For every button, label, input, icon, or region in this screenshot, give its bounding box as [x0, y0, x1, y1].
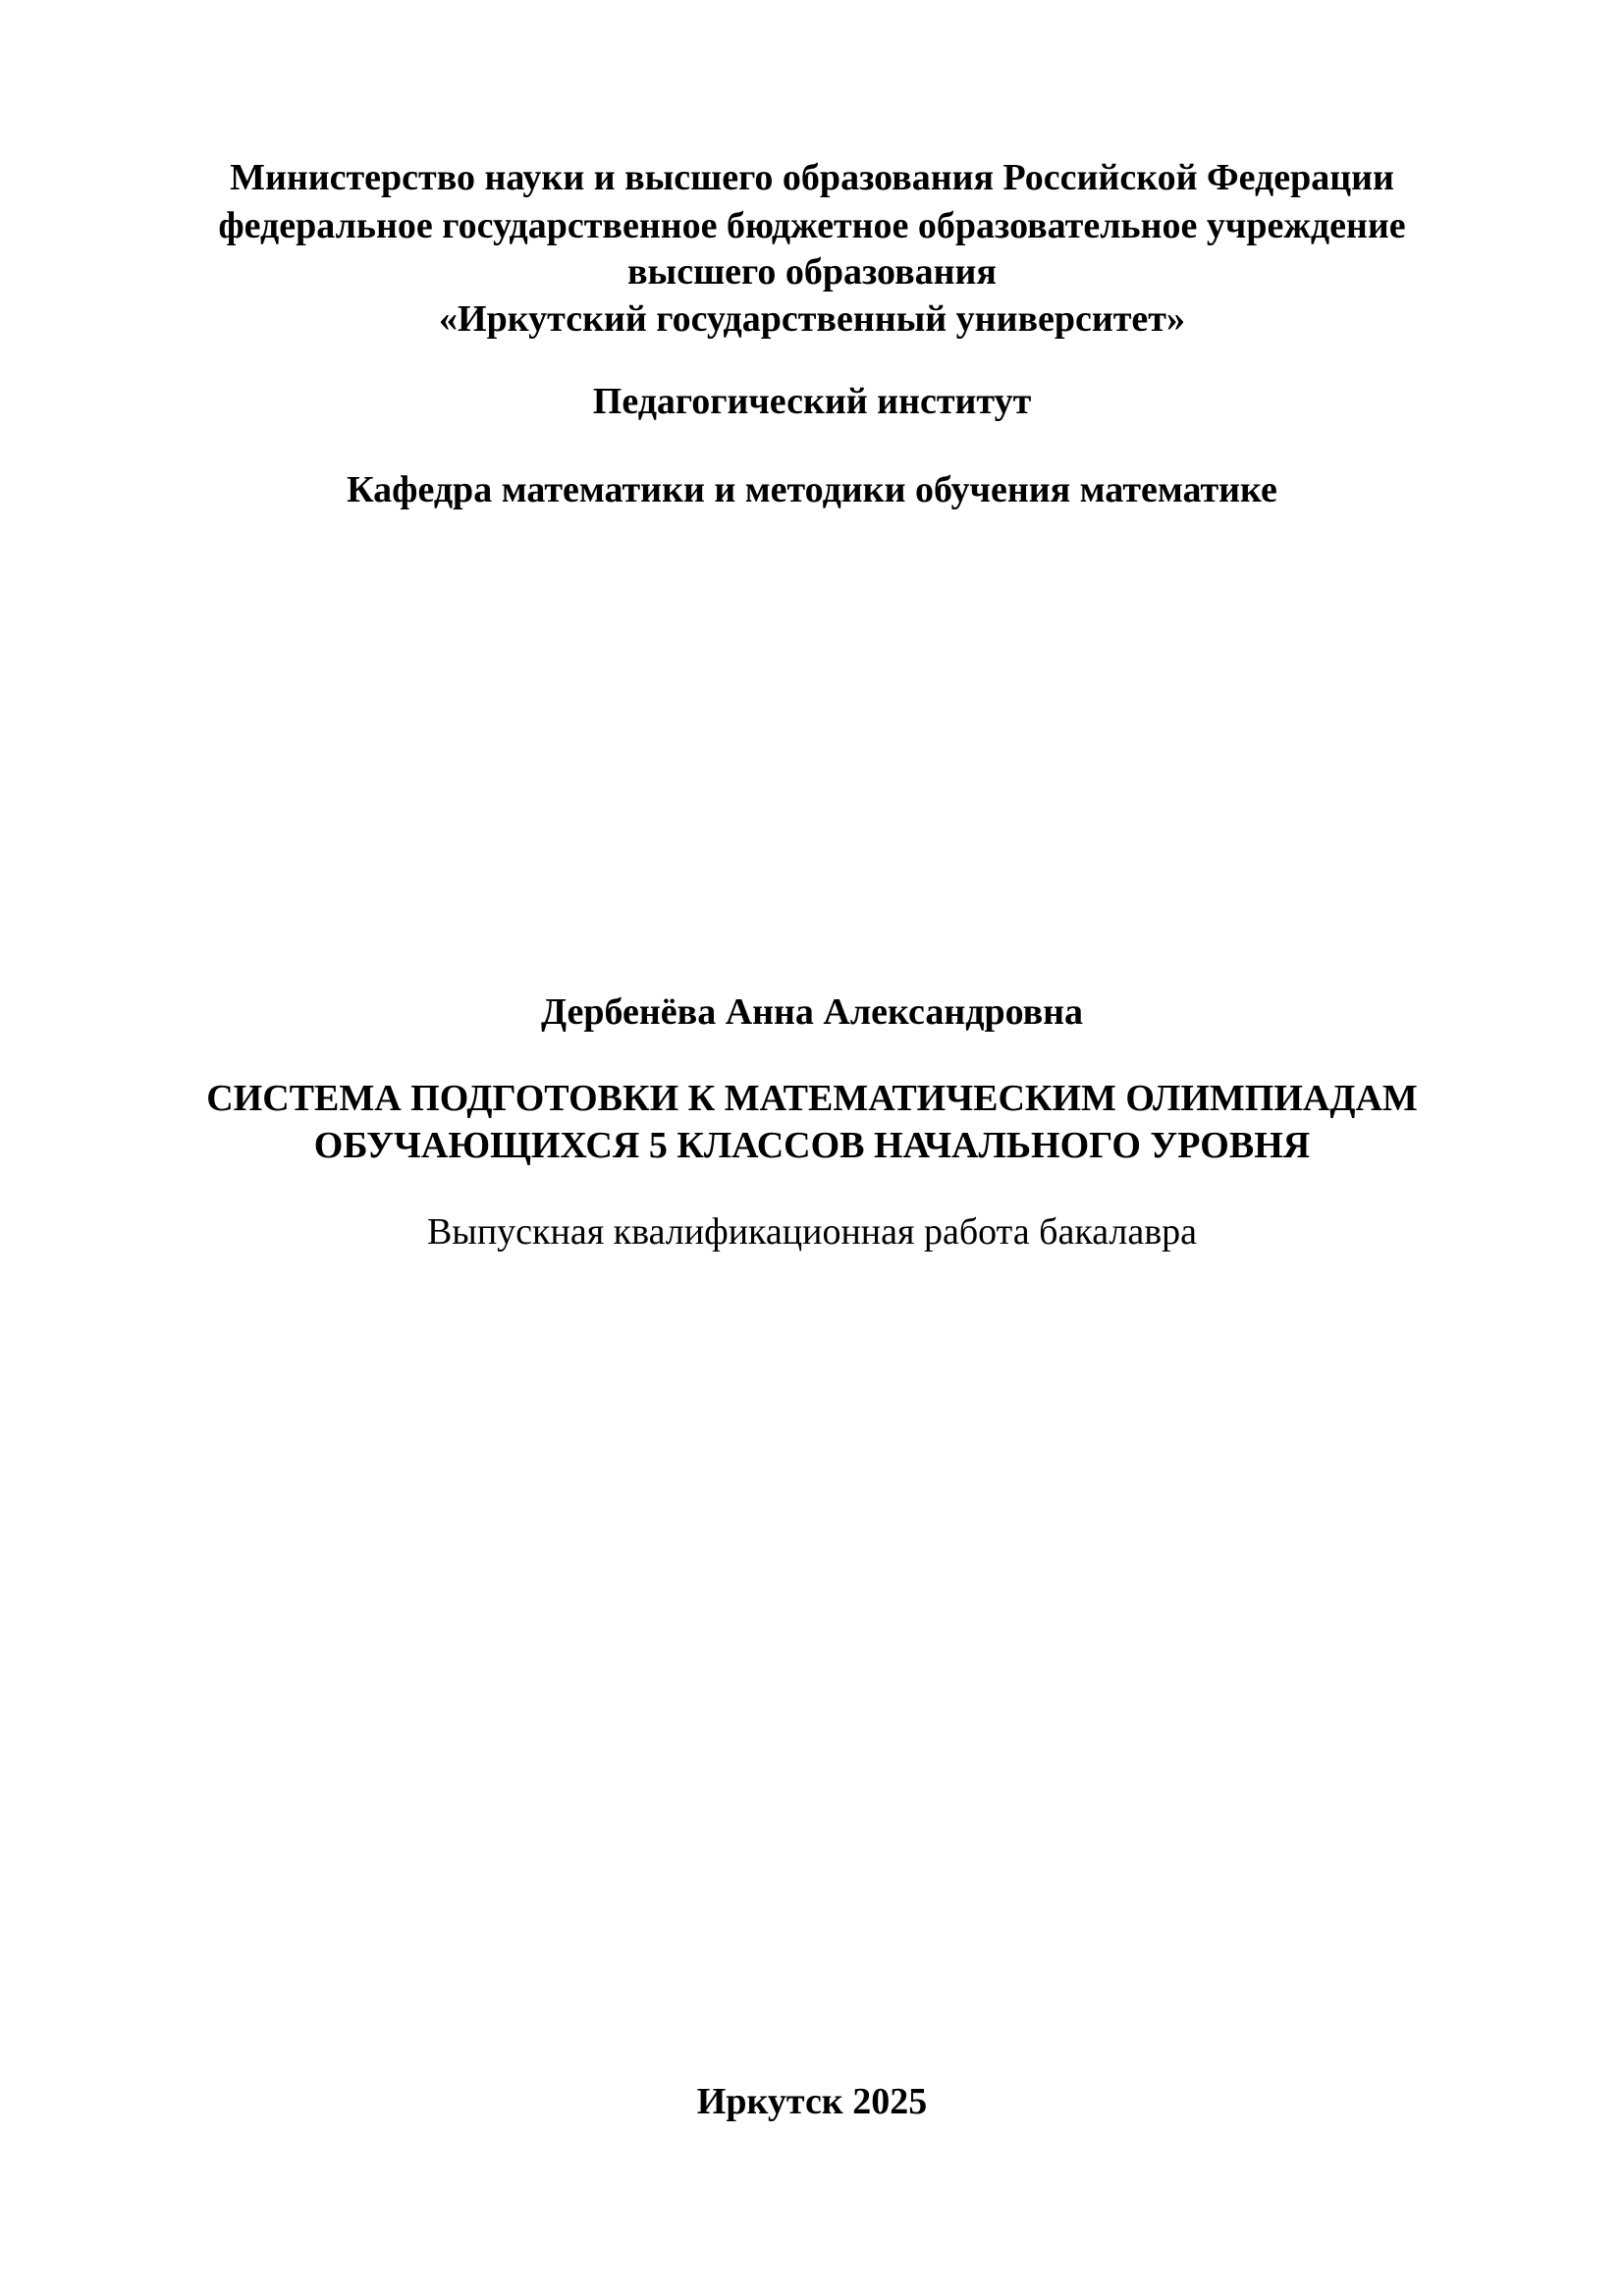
institution-type-line: федеральное государственное бюджетное образовательное учреждение [218, 205, 1406, 246]
work-type: Выпускная квалификационная работа бакалавра [426, 1211, 1198, 1253]
thesis-title-line-1: СИСТЕМА ПОДГОТОВКИ К МАТЕМАТИЧЕСКИМ ОЛИМПИАДАМ [206, 1078, 1418, 1119]
ministry-line: Министерство науки и высшего образования Российской Федерации [230, 157, 1394, 198]
city-year: Иркутск 2025 [696, 2081, 928, 2122]
department-name: Кафедра математики и методики обучения математике [347, 469, 1277, 510]
university-name: «Иркутский государственный университет» [439, 298, 1185, 340]
thesis-title-line-2: ОБУЧАЮЩИХСЯ 5 КЛАССОВ НАЧАЛЬНОГО УРОВНЯ [313, 1125, 1311, 1166]
institute-name: Педагогический институт [592, 381, 1032, 422]
education-level-line: высшего образования [627, 251, 997, 293]
author-name: Дербенёва Анна Александровна [540, 991, 1084, 1033]
